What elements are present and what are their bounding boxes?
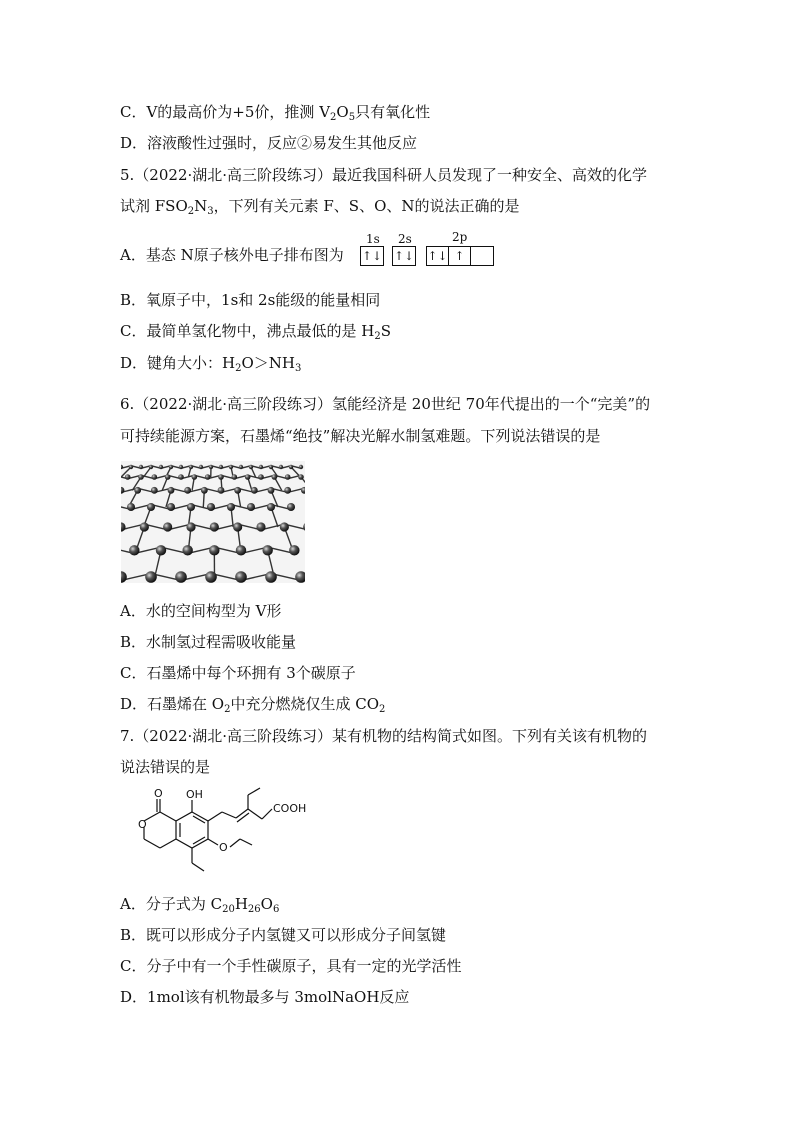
carbon-atom — [262, 545, 272, 555]
orbital-label-1s: 1s — [366, 232, 380, 246]
q7-option-c: C．分子中有一个手性碳原子，具有一定的光学活性 — [120, 957, 462, 975]
q7-stem-line1: 7.（2022·湖北·高三阶段练习）某有机物的结构简式如图。下列有关该有机物的 — [120, 727, 648, 745]
carbon-atom — [285, 474, 291, 480]
q6-stem-line1: 6.（2022·湖北·高三阶段练习）氢能经济是 20世纪 70年代提出的一个“完美”的 — [120, 395, 651, 413]
carbon-atom — [219, 465, 223, 469]
carbon-atom — [247, 503, 255, 511]
carbon-atom — [189, 465, 193, 469]
carbon-atom — [138, 474, 144, 480]
carbon-atom — [258, 474, 264, 480]
carbon-atom — [187, 503, 195, 511]
carbon-atom — [272, 474, 278, 480]
carbon-atom — [149, 465, 153, 469]
carbon-atom — [179, 465, 183, 469]
q6-option-b: B．水制氢过程需吸收能量 — [120, 633, 297, 651]
carbon-atom — [280, 522, 289, 531]
carbon-atom — [134, 487, 141, 494]
q4-option-c: C．V的最高价为+5价，推测 $V_2O_5$只有氧化性 — [120, 103, 431, 123]
carbon-atom — [167, 503, 175, 511]
carbon-atom — [249, 465, 253, 469]
carbon-atom — [210, 522, 219, 531]
orbital-cell: ↑ — [449, 247, 471, 265]
carbon-atom — [129, 465, 133, 469]
carbon-atom — [245, 474, 251, 480]
carbon-atom — [299, 465, 303, 469]
carbon-atom — [186, 522, 195, 531]
orbital-cell: ↑↓ — [427, 249, 448, 263]
carbon-atom — [175, 571, 187, 583]
carbon-atom — [169, 465, 173, 469]
carbon-atom — [298, 474, 304, 480]
carbon-atom — [234, 487, 241, 494]
carbon-atom — [232, 474, 238, 480]
orbital-box-2p — [426, 246, 494, 266]
carbon-atom — [289, 545, 299, 555]
q5-option-a: A．基态 N原子核外电子排布图为 — [120, 246, 344, 264]
q4-option-d: D．溶液酸性过强时，反应②易发生其他反应 — [120, 134, 418, 152]
carbon-atom — [268, 487, 275, 494]
carbon-atom — [235, 571, 247, 583]
q7-stem-line2: 说法错误的是 — [120, 758, 211, 776]
carbon-atom — [178, 474, 184, 480]
carbon-atom — [205, 474, 211, 480]
carbon-atom — [129, 545, 139, 555]
carbon-atom — [209, 465, 213, 469]
carbon-atom — [125, 474, 131, 480]
carbon-atom — [269, 465, 273, 469]
carbon-atom — [145, 571, 157, 583]
carbon-atom — [229, 465, 233, 469]
carbon-atom — [259, 465, 263, 469]
carbon-atom — [267, 503, 275, 511]
q5-option-b: B．氧原子中，1s和 2s能级的能量相同 — [120, 291, 381, 309]
q7-option-d: D．1mol该有机物最多与 3molNaOH反应 — [120, 988, 410, 1006]
q5-option-c: C．最简单氢化物中，沸点最低的是 $H_2S$ — [120, 322, 391, 342]
carbon-atom — [256, 522, 265, 531]
carboxyl-label: COOH — [273, 802, 307, 815]
carbon-atom — [287, 503, 295, 511]
carbon-atom — [156, 545, 166, 555]
carbon-atom — [265, 571, 277, 583]
carbon-atom — [159, 465, 163, 469]
orbital-box-2s — [392, 246, 416, 266]
carbon-atom — [147, 503, 155, 511]
q6-option-a: A．水的空间构型为 V形 — [120, 602, 282, 620]
carbon-atom — [139, 465, 143, 469]
carbon-atom — [279, 465, 283, 469]
q5-option-d: D．键角大小：$H_2O>NH_3$ — [120, 354, 302, 374]
q6-option-d: D．石墨烯在 $O_2$中充分燃烧仅生成 $CO_2$ — [120, 695, 386, 715]
carbon-atom — [251, 487, 258, 494]
q6-stem-line2: 可持续能源方案，石墨烯“绝技”解决光解水制氢难题。下列说法错误的是 — [120, 427, 601, 445]
carbon-atom — [199, 465, 203, 469]
carbon-atom — [184, 487, 191, 494]
ether-oxygen-label: O — [219, 841, 228, 854]
q5-stem-line2: 试剂 $FSO_2N_3$，下列有关元素 F、S、O、N的说法正确的是 — [120, 197, 520, 217]
carbon-atom — [152, 474, 158, 480]
carbon-atom — [165, 474, 171, 480]
hydroxyl-label: OH — [186, 788, 203, 801]
benzene-ring — [176, 812, 208, 848]
carbon-atom — [218, 474, 224, 480]
carbon-atom — [218, 487, 225, 494]
orbital-label-2s: 2s — [398, 232, 412, 246]
carbon-atom — [168, 487, 175, 494]
carbon-atom — [182, 545, 192, 555]
orbital-cell: ↑↓ — [393, 249, 415, 263]
q5-stem-line1: 5.（2022·湖北·高三阶段练习）最近我国科研人员发现了一种安全、高效的化学 — [120, 166, 648, 184]
carbon-atom — [209, 545, 219, 555]
q7-option-a: A．分子式为 $C_{20}H_{26}O_6$ — [120, 895, 280, 915]
orbital-box-1s — [360, 246, 384, 266]
carbon-atom — [236, 545, 246, 555]
carbon-atom — [201, 487, 208, 494]
graphene-image — [121, 461, 305, 583]
carbon-atom — [284, 487, 291, 494]
carbon-atom — [192, 474, 198, 480]
carbon-atom — [289, 465, 293, 469]
carbon-atom — [151, 487, 158, 494]
structural-formula — [120, 785, 330, 885]
carbon-atom — [163, 522, 172, 531]
carbon-atom — [127, 503, 135, 511]
q7-option-b: B．既可以形成分子内氢键又可以形成分子间氢键 — [120, 926, 447, 944]
carbon-atom — [207, 503, 215, 511]
q6-option-c: C．石墨烯中每个环拥有 3个碳原子 — [120, 664, 356, 682]
carbon-atom — [205, 571, 217, 583]
carbon-atom — [239, 465, 243, 469]
carbonyl-oxygen-label: O — [154, 787, 163, 800]
orbital-diagram — [360, 232, 500, 272]
carbon-atom — [140, 522, 149, 531]
orbital-label-2p: 2p — [452, 230, 468, 244]
ring-oxygen-label: O — [138, 818, 147, 831]
orbital-cell — [471, 247, 492, 265]
carbon-atom — [233, 522, 242, 531]
carbon-atom — [227, 503, 235, 511]
orbital-cell: ↑↓ — [361, 249, 383, 263]
